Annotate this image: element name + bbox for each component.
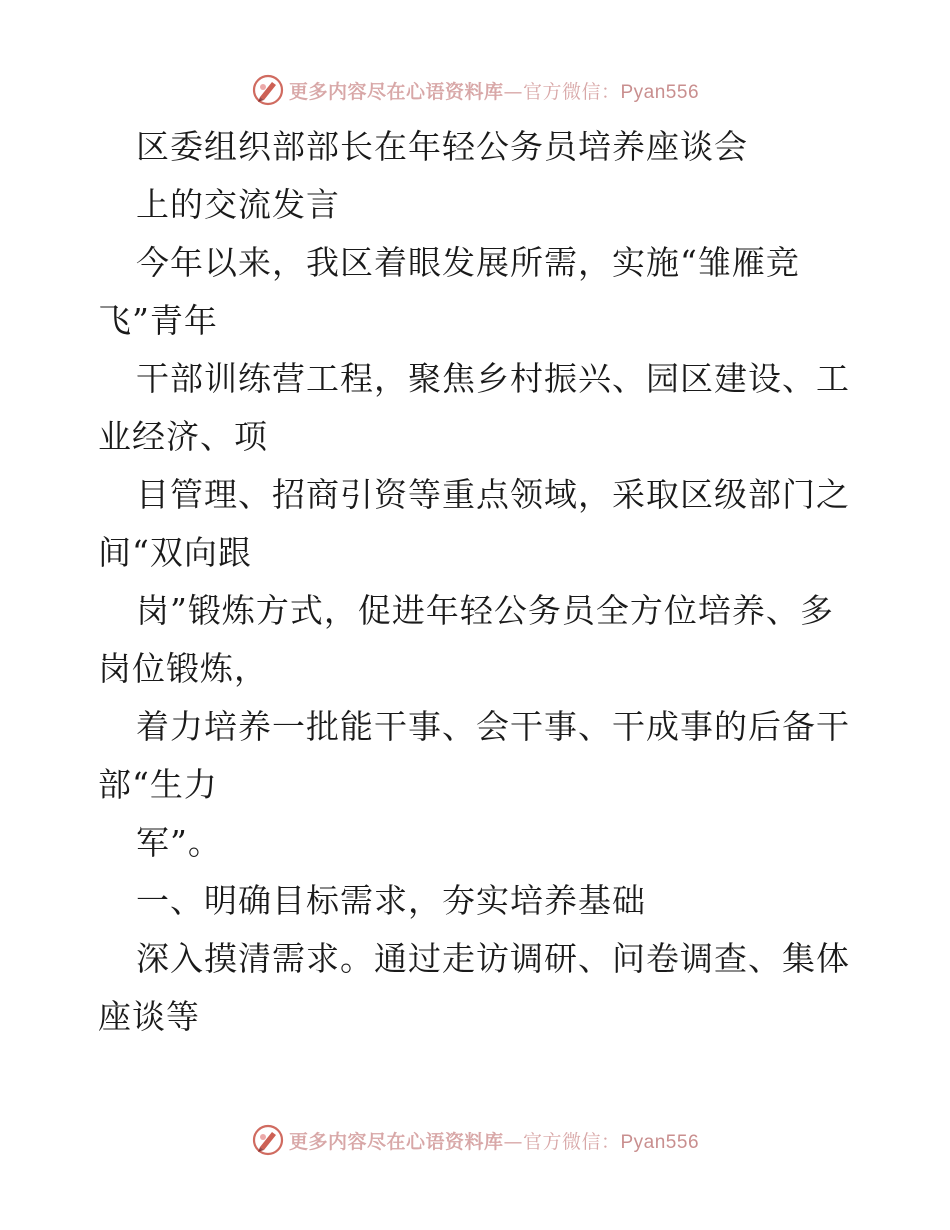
banner-dash: — bbox=[503, 80, 523, 103]
footer-watermark bbox=[0, 1120, 950, 1160]
paragraph-line: 干部训练营工程，聚焦乡村振兴、园区建设、工 bbox=[136, 359, 850, 398]
pen-logo-icon bbox=[251, 73, 285, 107]
banner-dash: — bbox=[503, 1130, 523, 1153]
header-watermark bbox=[0, 70, 950, 110]
paragraph-line: 深入摸清需求。通过走访调研、问卷调查、集体 bbox=[136, 939, 850, 978]
banner-text bbox=[289, 77, 699, 104]
banner-wechat-label: 官方微信： bbox=[522, 1130, 621, 1153]
paragraph-line: 今年以来，我区着眼发展所需，实施“雏雁竞 bbox=[136, 243, 800, 282]
banner-wechat-id: Pyan556 bbox=[620, 1131, 700, 1153]
title-line-1: 区委组织部部长在年轻公务员培养座谈会 bbox=[136, 127, 748, 166]
banner-text bbox=[289, 1127, 699, 1154]
document-body bbox=[98, 118, 858, 1046]
paragraph-line: 目管理、招商引资等重点领域，采取区级部门之 bbox=[136, 475, 850, 514]
paragraph-line: 部“生力 bbox=[98, 765, 218, 804]
paragraph-line: 军”。 bbox=[136, 823, 222, 862]
paragraph-line: 飞”青年 bbox=[98, 301, 218, 340]
banner-main: 更多内容尽在心语资料库 bbox=[288, 1130, 504, 1153]
paragraph-line: 间“双向跟 bbox=[98, 533, 252, 572]
paragraph-line: 岗”锻炼方式，促进年轻公务员全方位培养、多 bbox=[136, 591, 834, 630]
title-line-2: 上的交流发言 bbox=[136, 185, 340, 224]
paragraph-line: 岗位锻炼， bbox=[98, 649, 268, 688]
section-heading: 一、明确目标需求，夯实培养基础 bbox=[136, 881, 646, 920]
banner-main: 更多内容尽在心语资料库 bbox=[288, 80, 504, 103]
paragraph-line: 着力培养一批能干事、会干事、干成事的后备干 bbox=[136, 707, 850, 746]
pen-logo-icon bbox=[251, 1123, 285, 1157]
paragraph-line: 座谈等 bbox=[98, 997, 200, 1036]
banner-wechat-label: 官方微信： bbox=[522, 80, 621, 103]
banner-wechat-id: Pyan556 bbox=[620, 81, 700, 103]
paragraph-line: 业经济、项 bbox=[98, 417, 268, 456]
